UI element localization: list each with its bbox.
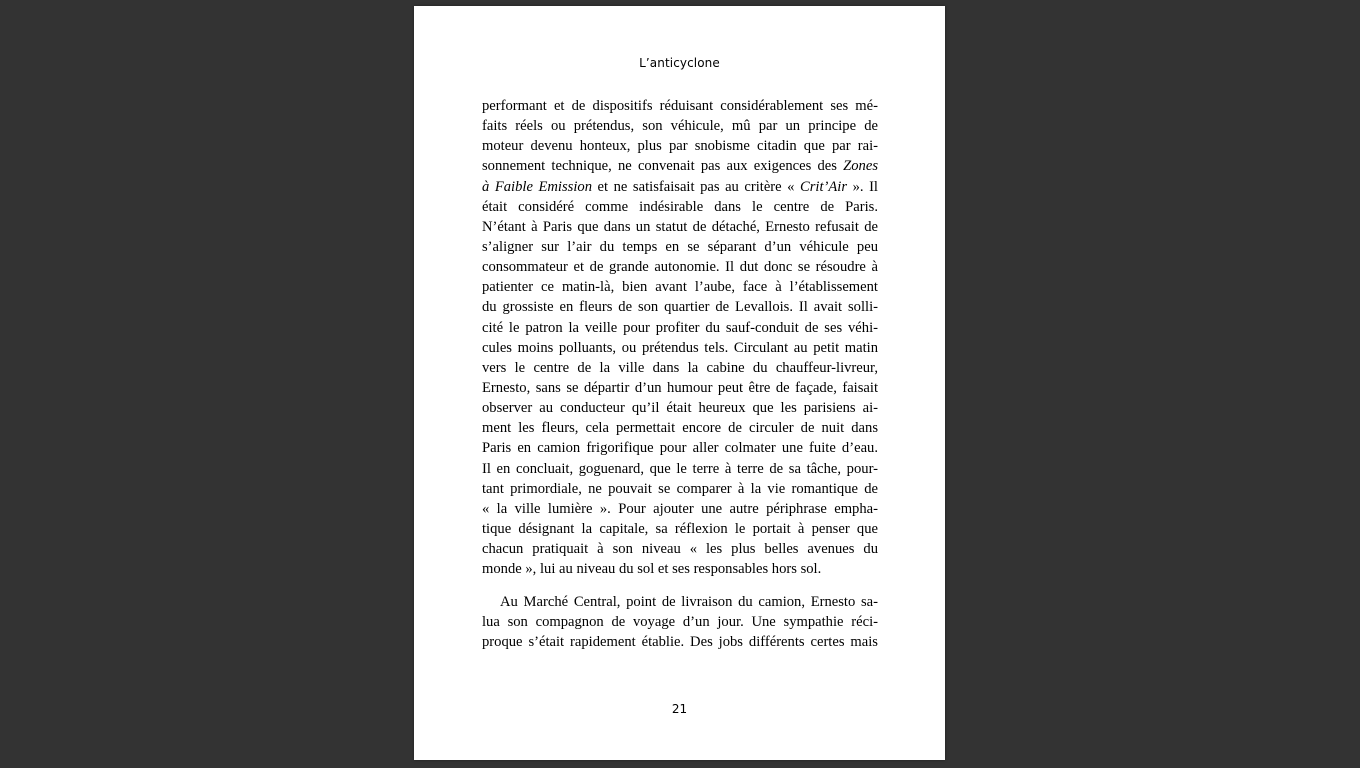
italic-fragment: à Faible Emission: [482, 178, 592, 195]
text-fragment: et ne satisfaisait pas au critère «: [597, 178, 801, 195]
text-line: proque s’était rapidement établie. Des jobs différents certes mais: [482, 634, 878, 651]
text-line: du grossiste en fleurs de son quartier de Levallois. Il avait solli-: [482, 299, 878, 316]
text-line: Ernesto, sans se départir d’un humour peut être de façade, faisait: [482, 379, 878, 396]
text-line: observer au conducteur qu’il était heureux que les parisiens ai-: [482, 400, 878, 417]
text-line: consommateur et de grande autonomie. Il dut donc se résoudre à: [482, 259, 878, 276]
text-line: « la ville lumière ». Pour ajouter une autre périphrase empha-: [482, 500, 878, 517]
text-line: [482, 177, 878, 197]
text-line: chacun pratiquait à son niveau « les plus belles avenues du: [482, 541, 878, 558]
text-line: N’étant à Paris que dans un statut de détaché, Ernesto refusait de: [482, 218, 878, 235]
text-line: vers le centre de la ville dans la cabine du chauffeur-livreur,: [482, 359, 878, 376]
body-text: [482, 96, 878, 652]
running-header: L’anticyclone: [639, 56, 720, 70]
text-line: ment les fleurs, cela permettait encore de circuler de nuit dans: [482, 420, 878, 437]
page-number: 21: [671, 702, 688, 716]
text-line: moteur devenu honteux, plus par snobisme citadin que par rai-: [482, 138, 878, 155]
text-line: performant et de dispositifs réduisant considérablement ses mé-: [482, 98, 878, 114]
text-line: tique désignant la capitale, sa réflexion le portait à penser que: [482, 520, 878, 537]
document-page: [414, 6, 945, 760]
text-fragment: sonnement technique, ne convenait pas aux exigences des: [482, 158, 844, 175]
text-line: cité le patron la veille pour profiter du sauf-conduit de ses véhi-: [482, 319, 878, 336]
paragraph: [482, 96, 878, 579]
text-line: lua son compagnon de voyage d’un jour. Une sympathie réci-: [482, 614, 878, 631]
text-line: était considéré comme indésirable dans le centre de Paris.: [482, 198, 878, 215]
paragraph-gap: [482, 579, 878, 592]
text-line: Au Marché Central, point de livraison du camion, Ernesto sa-: [500, 593, 878, 610]
text-line: patienter ce matin-là, bien avant l’aube, face à l’établissement: [482, 279, 878, 296]
text-line: Paris en camion frigorifique pour aller colmater une fuite d’eau.: [482, 440, 878, 457]
text-line: [482, 156, 878, 176]
italic-fragment: Crit’Air: [800, 178, 848, 195]
paragraph: [482, 592, 878, 652]
text-line: s’aligner sur l’air du temps en se séparant d’un véhicule peu: [482, 238, 878, 255]
text-line: tant primordiale, ne pouvait se comparer à la vie romantique de: [482, 480, 878, 497]
text-line: faits réels ou prétendus, son véhicule, mû par un principe de: [482, 118, 878, 135]
italic-fragment: Zones: [843, 158, 878, 175]
text-line: Il en concluait, goguenard, que le terre à terre de sa tâche, pour-: [482, 460, 878, 477]
text-fragment: ». Il: [847, 178, 878, 195]
text-line: monde », lui au niveau du sol et ses responsables hors sol.: [482, 561, 822, 578]
text-line: cules moins polluants, ou prétendus tels. Circulant au petit matin: [482, 339, 878, 356]
